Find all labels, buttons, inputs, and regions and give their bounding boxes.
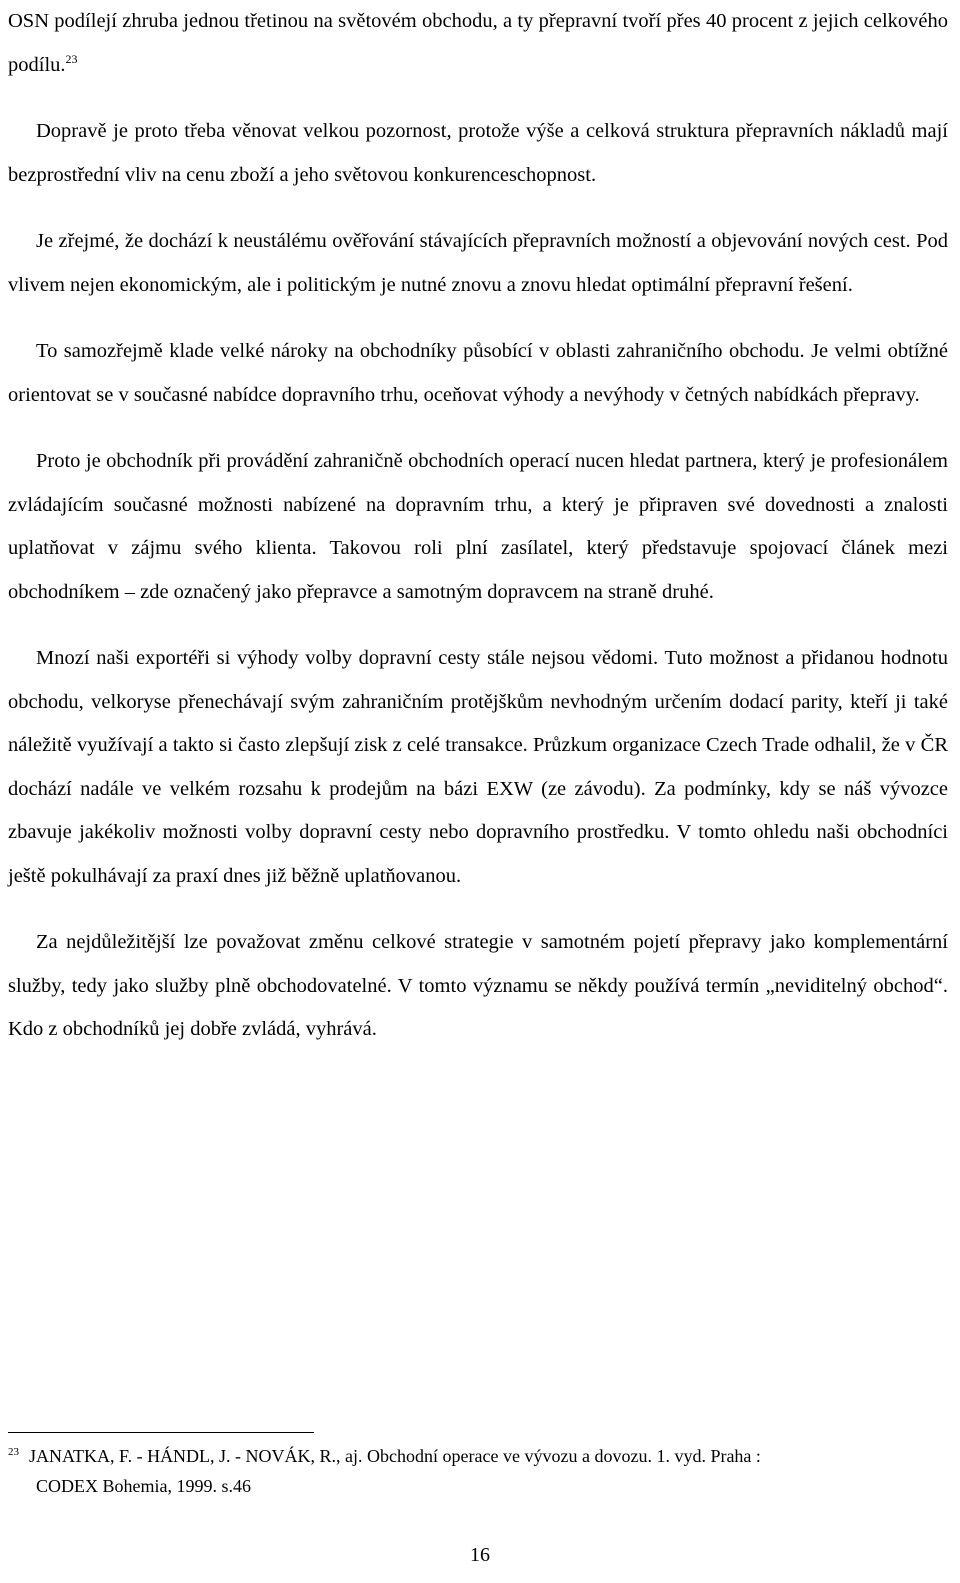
paragraph-3: Je zřejmé, že dochází k neustálému ověřování stávajících přepravních možností a objevování nových cest. Pod vlivem nejen ekonomickým, ale i politickým je nutné znovu a znovu hledat optimální přepravní řešení.: [8, 230, 948, 296]
footnote: [8, 1441, 928, 1501]
paragraph-1: [8, 0, 948, 87]
footnote-line-2: CODEX Bohemia, 1999. s.46: [36, 1476, 251, 1496]
body-text: [8, 0, 948, 1052]
paragraph-5: Proto je obchodník při provádění zahraničně obchodních operací nucen hledat partnera, který je profesionálem zvládajícím současné možnosti nabízené na dopravním trhu, a který je připraven své dovednosti a znalosti uplatňovat v zájmu svého klienta. Takovou roli plní zasílatel, který představuje spojovací článek mezi obchodníkem – zde označený jako přepravce a samotným dopravcem na straně druhé.: [8, 450, 948, 603]
document-page: [8, 0, 948, 1052]
paragraph-4: To samozřejmě klade velké nároky na obchodníky působící v oblasti zahraničního obchodu. Je velmi obtížné orientovat se v současné nabídce dopravního trhu, oceňovat výhody a nevýhody v četných nabídkách přepravy.: [8, 340, 948, 406]
paragraph-1-text: OSN podílejí zhruba jednou třetinou na světovém obchodu, a ty přepravní tvoří přes 40 procent z jejich celkového podílu.: [8, 10, 948, 76]
page-number: 16: [470, 1544, 490, 1566]
paragraph-6: Mnozí naši exportéři si výhody volby dopravní cesty stále nejsou vědomi. Tuto možnost a přidanou hodnotu obchodu, velkoryse přenechávají svým zahraničním protějškům nevhodným určením dodací parity, kteří ji také náležitě využívají a takto si často zlepšují zisk z celé transakce. Průzkum organizace Czech Trade odhalil, že v ČR dochází nadále ve velkém rozsahu k prodejům na bázi EXW (ze závodu). Za podmínky, kdy se náš vývozce zbavuje jakékoliv možnosti volby dopravní cesty nebo dopravního prostředku. V tomto ohledu naši obchodníci ještě pokulhávají za praxí dnes již běžně uplatňovanou.: [8, 647, 948, 887]
footnote-marker: 23: [8, 1446, 19, 1458]
paragraph-2: Dopravě je proto třeba věnovat velkou pozornost, protože výše a celková struktura přepravních nákladů mají bezprostřední vliv na cenu zboží a jeho světovou konkurenceschopnost.: [8, 120, 948, 186]
footnote-reference[interactable]: 23: [65, 51, 78, 66]
footnote-line-1: JANATKA, F. - HÁNDL, J. - NOVÁK, R., aj. Obchodní operace ve vývozu a dovozu. 1. vyd. Praha :: [29, 1446, 761, 1466]
footnote-separator: [8, 1432, 314, 1433]
paragraph-7: Za nejdůležitější lze považovat změnu celkové strategie v samotném pojetí přepravy jako komplementární služby, tedy jako služby plně obchodovatelné. V tomto významu se někdy používá termín „neviditelný obchod“. Kdo z obchodníků jej dobře zvládá, vyhrává.: [8, 931, 948, 1040]
